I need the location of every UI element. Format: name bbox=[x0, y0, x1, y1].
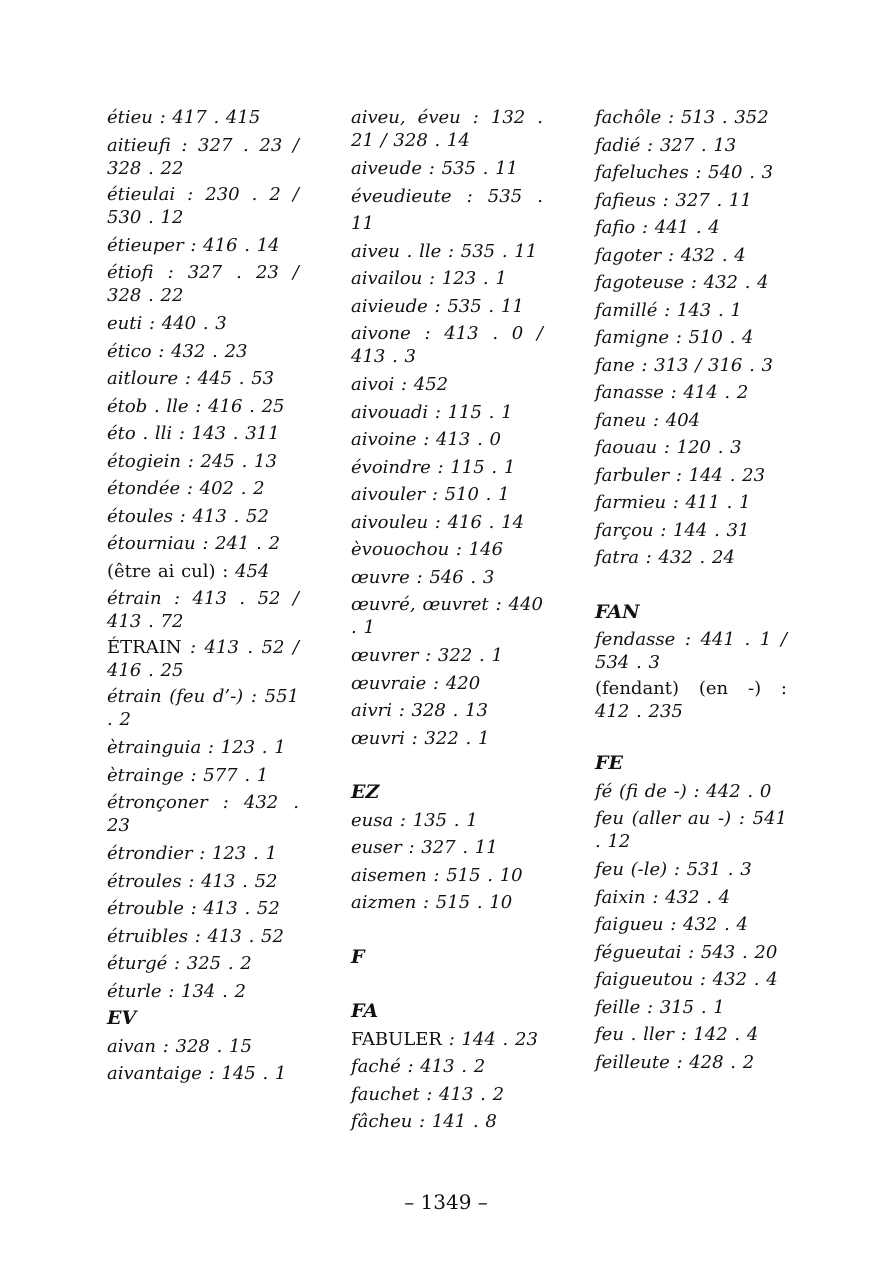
index-entry: étieu : 417 . 415 bbox=[107, 107, 261, 128]
index-entry: étourniau : 241 . 2 bbox=[107, 533, 281, 554]
index-entry: étrondier : 123 . 1 bbox=[107, 843, 277, 864]
index-entry: famillé : 143 . 1 bbox=[595, 299, 742, 321]
index-entry: évoindre : 115 . 1 bbox=[351, 456, 516, 478]
index-entry: fâcheu : 141 . 8 bbox=[351, 1111, 497, 1132]
section-heading: FA bbox=[351, 1000, 379, 1022]
index-entry: ètrainge : 577 . 1 bbox=[107, 764, 269, 786]
index-entry: fafio : 441 . 4 bbox=[595, 217, 720, 238]
index-entry: fatra : 432 . 24 bbox=[595, 547, 735, 568]
index-entry: aisemen : 515 . 10 bbox=[351, 864, 523, 886]
index-entry: fachôle : 513 . 352 bbox=[595, 107, 769, 128]
page-number: – 1349 – bbox=[404, 1190, 488, 1214]
index-column-3 bbox=[595, 104, 787, 1076]
entry-upright-term: FABULER bbox=[351, 1028, 442, 1050]
index-entry: aivoine : 413 . 0 bbox=[351, 429, 501, 450]
index-entry: feu . ller : 142 . 4 bbox=[595, 1024, 759, 1045]
index-entry: œuvré, œuvret : 440 . 1 bbox=[351, 594, 543, 638]
index-entry: étieulai : 230 . 2 / 530 . 12 bbox=[107, 183, 299, 228]
index-entry: étrain (feu d’-) : 551 . 2 bbox=[107, 686, 299, 730]
index-column-2 bbox=[351, 104, 543, 1136]
section-heading: FAN bbox=[595, 600, 640, 623]
index-entry bbox=[351, 1026, 543, 1054]
index-entry: aivoi : 452 bbox=[351, 374, 449, 395]
index-entry: fagoteuse : 432 . 4 bbox=[595, 272, 769, 293]
index-entry: éturle : 134 . 2 bbox=[107, 980, 246, 1002]
index-entry: œuvri : 322 . 1 bbox=[351, 727, 490, 749]
entry-reference: 412 . 235 bbox=[595, 701, 683, 722]
index-entry: aiveu, éveu : 132 . 21 / 328 . 14 bbox=[351, 107, 543, 151]
index-entry: aivri : 328 . 13 bbox=[351, 700, 488, 721]
index-entry: aivan : 328 . 15 bbox=[107, 1035, 252, 1057]
index-entry: fégueutai : 543 . 20 bbox=[595, 941, 778, 963]
index-entry: aivantaige : 145 . 1 bbox=[107, 1063, 287, 1084]
index-entry: feilleute : 428 . 2 bbox=[595, 1051, 755, 1073]
index-entry: étiofi : 327 . 23 / 328 . 22 bbox=[107, 262, 299, 306]
index-entry: fauchet : 413 . 2 bbox=[351, 1083, 505, 1105]
index-entry: aiveu . lle : 535 . 11 bbox=[351, 240, 538, 262]
index-entry: faché : 413 . 2 bbox=[351, 1056, 486, 1077]
section-heading: EZ bbox=[351, 781, 380, 803]
index-entry: éturgé : 325 . 2 bbox=[107, 953, 252, 974]
index-entry: aivone : 413 . 0 / 413 . 3 bbox=[351, 323, 543, 367]
index-entry: éveudieute : 535 . 11 bbox=[351, 185, 543, 234]
index-entry: fagoter : 432 . 4 bbox=[595, 244, 746, 266]
index-entry: fanasse : 414 . 2 bbox=[595, 382, 749, 403]
index-entry: eusa : 135 . 1 bbox=[351, 809, 478, 831]
index-entry: faigueu : 432 . 4 bbox=[595, 914, 748, 935]
index-entry: étogiein : 245 . 13 bbox=[107, 450, 277, 472]
index-entry: farmieu : 411 . 1 bbox=[595, 492, 751, 513]
entry-upright-term: (être ai cul) : bbox=[107, 560, 229, 582]
index-entry: faneu : 404 bbox=[595, 409, 701, 431]
index-entry: aitieufi : 327 . 23 / 328 . 22 bbox=[107, 134, 299, 179]
index-entry: aivailou : 123 . 1 bbox=[351, 268, 507, 289]
index-entry: fane : 313 / 316 . 3 bbox=[595, 354, 773, 376]
index-entry: étronçoner : 432 . 23 bbox=[107, 792, 299, 836]
index-entry: euti : 440 . 3 bbox=[107, 313, 227, 334]
index-entry: œuvraie : 420 bbox=[351, 672, 481, 694]
index-entry: farbuler : 144 . 23 bbox=[595, 464, 766, 486]
index-entry: œuvre : 546 . 3 bbox=[351, 566, 495, 588]
index-entry bbox=[107, 558, 299, 586]
index-entry: éto . lli : 143 . 311 bbox=[107, 423, 280, 444]
index-entry: aiveude : 535 . 11 bbox=[351, 158, 519, 179]
index-entry: étob . lle : 416 . 25 bbox=[107, 395, 285, 417]
index-entry: étruibles : 413 . 52 bbox=[107, 925, 284, 947]
index-entry bbox=[107, 636, 299, 682]
index-entry: faixin : 432 . 4 bbox=[595, 886, 731, 908]
entry-upright-term: (fendant) (en -) : bbox=[595, 678, 787, 699]
index-entry: fendasse : 441 . 1 / 534 . 3 bbox=[595, 629, 787, 673]
entry-reference: : 413 . 52 / 416 . 25 bbox=[107, 637, 299, 681]
index-entry: étrain : 413 . 52 / 413 . 72 bbox=[107, 588, 299, 632]
index-entry: ético : 432 . 23 bbox=[107, 340, 248, 362]
index-entry: faouau : 120 . 3 bbox=[595, 437, 742, 458]
index-entry: aivouadi : 115 . 1 bbox=[351, 401, 513, 423]
index-column-1 bbox=[107, 104, 299, 1088]
index-entry: aitloure : 445 . 53 bbox=[107, 368, 275, 389]
index-entry: fé (fi de -) : 442 . 0 bbox=[595, 780, 772, 802]
index-entry: aizmen : 515 . 10 bbox=[351, 892, 513, 913]
entry-reference: : 144 . 23 bbox=[441, 1028, 538, 1050]
index-entry: étondée : 402 . 2 bbox=[107, 478, 265, 499]
section-heading: FE bbox=[595, 752, 623, 774]
index-entry: feu (-le) : 531 . 3 bbox=[595, 859, 752, 880]
section-heading: EV bbox=[107, 1007, 137, 1029]
index-entry: œuvrer : 322 . 1 bbox=[351, 645, 503, 666]
index-entry: euser : 327 . 11 bbox=[351, 837, 498, 858]
index-entry: fafieus : 327 . 11 bbox=[595, 189, 752, 211]
index-entry: èvouochou : 146 bbox=[351, 539, 504, 560]
index-entry: étrouble : 413 . 52 bbox=[107, 898, 280, 919]
index-entry: aivouler : 510 . 1 bbox=[351, 484, 510, 505]
section-heading: F bbox=[351, 945, 365, 968]
index-entry: étroules : 413 . 52 bbox=[107, 870, 278, 892]
entry-reference: 454 bbox=[228, 560, 270, 582]
index-entry: étieuper : 416 . 14 bbox=[107, 234, 280, 256]
entry-upright-term: ÉTRAIN bbox=[107, 637, 182, 658]
index-entry: aivouleu : 416 . 14 bbox=[351, 511, 525, 533]
index-entry: faigueutou : 432 . 4 bbox=[595, 969, 778, 990]
index-entry: ètrainguia : 123 . 1 bbox=[107, 737, 286, 758]
index-entry: feille : 315 . 1 bbox=[595, 996, 725, 1018]
index-entry: farçou : 144 . 31 bbox=[595, 519, 750, 541]
index-entry: feu (aller au -) : 541 . 12 bbox=[595, 808, 787, 852]
index-entry bbox=[595, 677, 787, 723]
index-entry: fafeluches : 540 . 3 bbox=[595, 162, 774, 183]
index-entry: étoules : 413 . 52 bbox=[107, 505, 269, 527]
index-entry: fadié : 327 . 13 bbox=[595, 134, 737, 156]
index-entry: aivieude : 535 . 11 bbox=[351, 295, 524, 317]
index-entry: famigne : 510 . 4 bbox=[595, 327, 754, 348]
